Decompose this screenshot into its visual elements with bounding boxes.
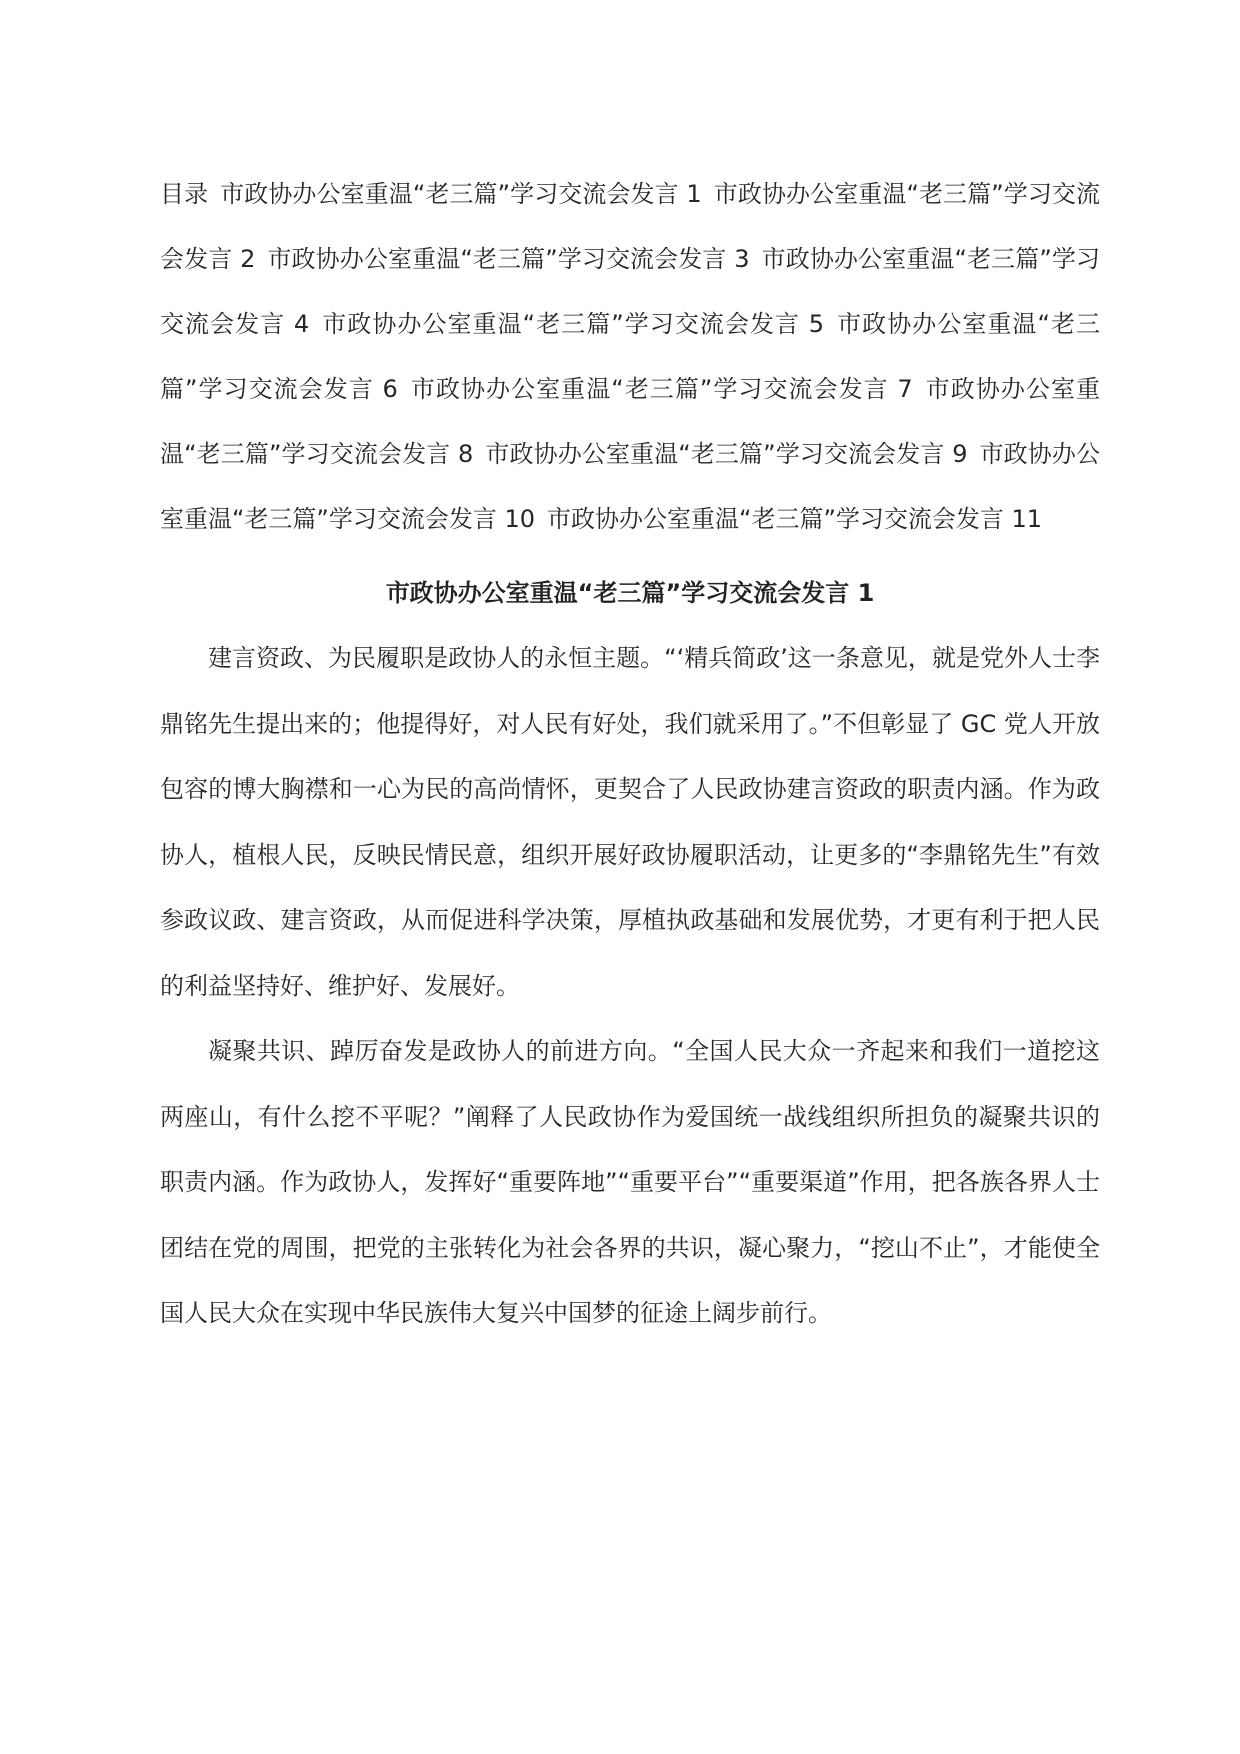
toc-item: 市政协办公室重温“老三篇”学习交流会发言 7 xyxy=(409,375,913,403)
toc-item: 市政协办公室重温“老三篇”学习交流会发言 6 xyxy=(160,310,1101,403)
table-of-contents xyxy=(160,162,1100,552)
body-paragraph: 凝聚共识、踔厉奋发是政协人的前进方向。“全国人民大众一齐起来和我们一道挖这两座山，有什么挖不平呢？”阐释了人民政协作为爱国统一战线组织所担负的凝聚共识的职责内涵。作为政协人，发挥好“重要阵地”“重要平台”“重要渠道”作用，把各族各界人士团结在党的周围，把党的主张转化为社会各界的共识，凝心聚力，“挖山不止”，才能使全国人民大众在实现中华民族伟大复兴中国梦的征途上阔步前行。 xyxy=(160,1037,1100,1327)
toc-item: 市政协办公室重温“老三篇”学习交流会发言 3 xyxy=(267,245,750,273)
section-title: 市政协办公室重温“老三篇”学习交流会发言 1 xyxy=(385,579,875,607)
toc-item: 市政协办公室重温“老三篇”学习交流会发言 8 xyxy=(160,375,1101,468)
toc-item: 市政协办公室重温“老三篇”学习交流会发言 11 xyxy=(547,505,1043,533)
body-paragraph: 建言资政、为民履职是政协人的永恒主题。“‘精兵简政’这一条意见，就是党外人士李鼎铭先生提出来的；他提得好，对人民有好处，我们就采用了。”不但彰显了 GC 党人开放包容的博大胸襟和一心为民的高尚情怀，更契合了人民政协建言资政的职责内涵。作为政协人，植根人民，反映民情民意，组织开展好政协履职活动，让更多的“李鼎铭先生”有效参政议政、建言资政，从而促进科学决策，厚植执政基础和发展优势，才更有利于把人民的利益坚持好、维护好、发展好。 xyxy=(160,644,1100,1000)
document-page xyxy=(160,162,1100,1347)
toc-item: 市政协办公室重温“老三篇”学习交流会发言 10 xyxy=(160,440,1101,533)
toc-label: 目录 xyxy=(160,180,209,208)
toc-item: 市政协办公室重温“老三篇”学习交流会发言 9 xyxy=(485,440,968,468)
toc-item: 市政协办公室重温“老三篇”学习交流会发言 5 xyxy=(321,310,825,338)
toc-item: 市政协办公室重温“老三篇”学习交流会发言 4 xyxy=(160,245,1100,338)
toc-item: 市政协办公室重温“老三篇”学习交流会发言 1 xyxy=(220,180,702,208)
toc-item: 市政协办公室重温“老三篇”学习交流会发言 2 xyxy=(160,180,1100,273)
